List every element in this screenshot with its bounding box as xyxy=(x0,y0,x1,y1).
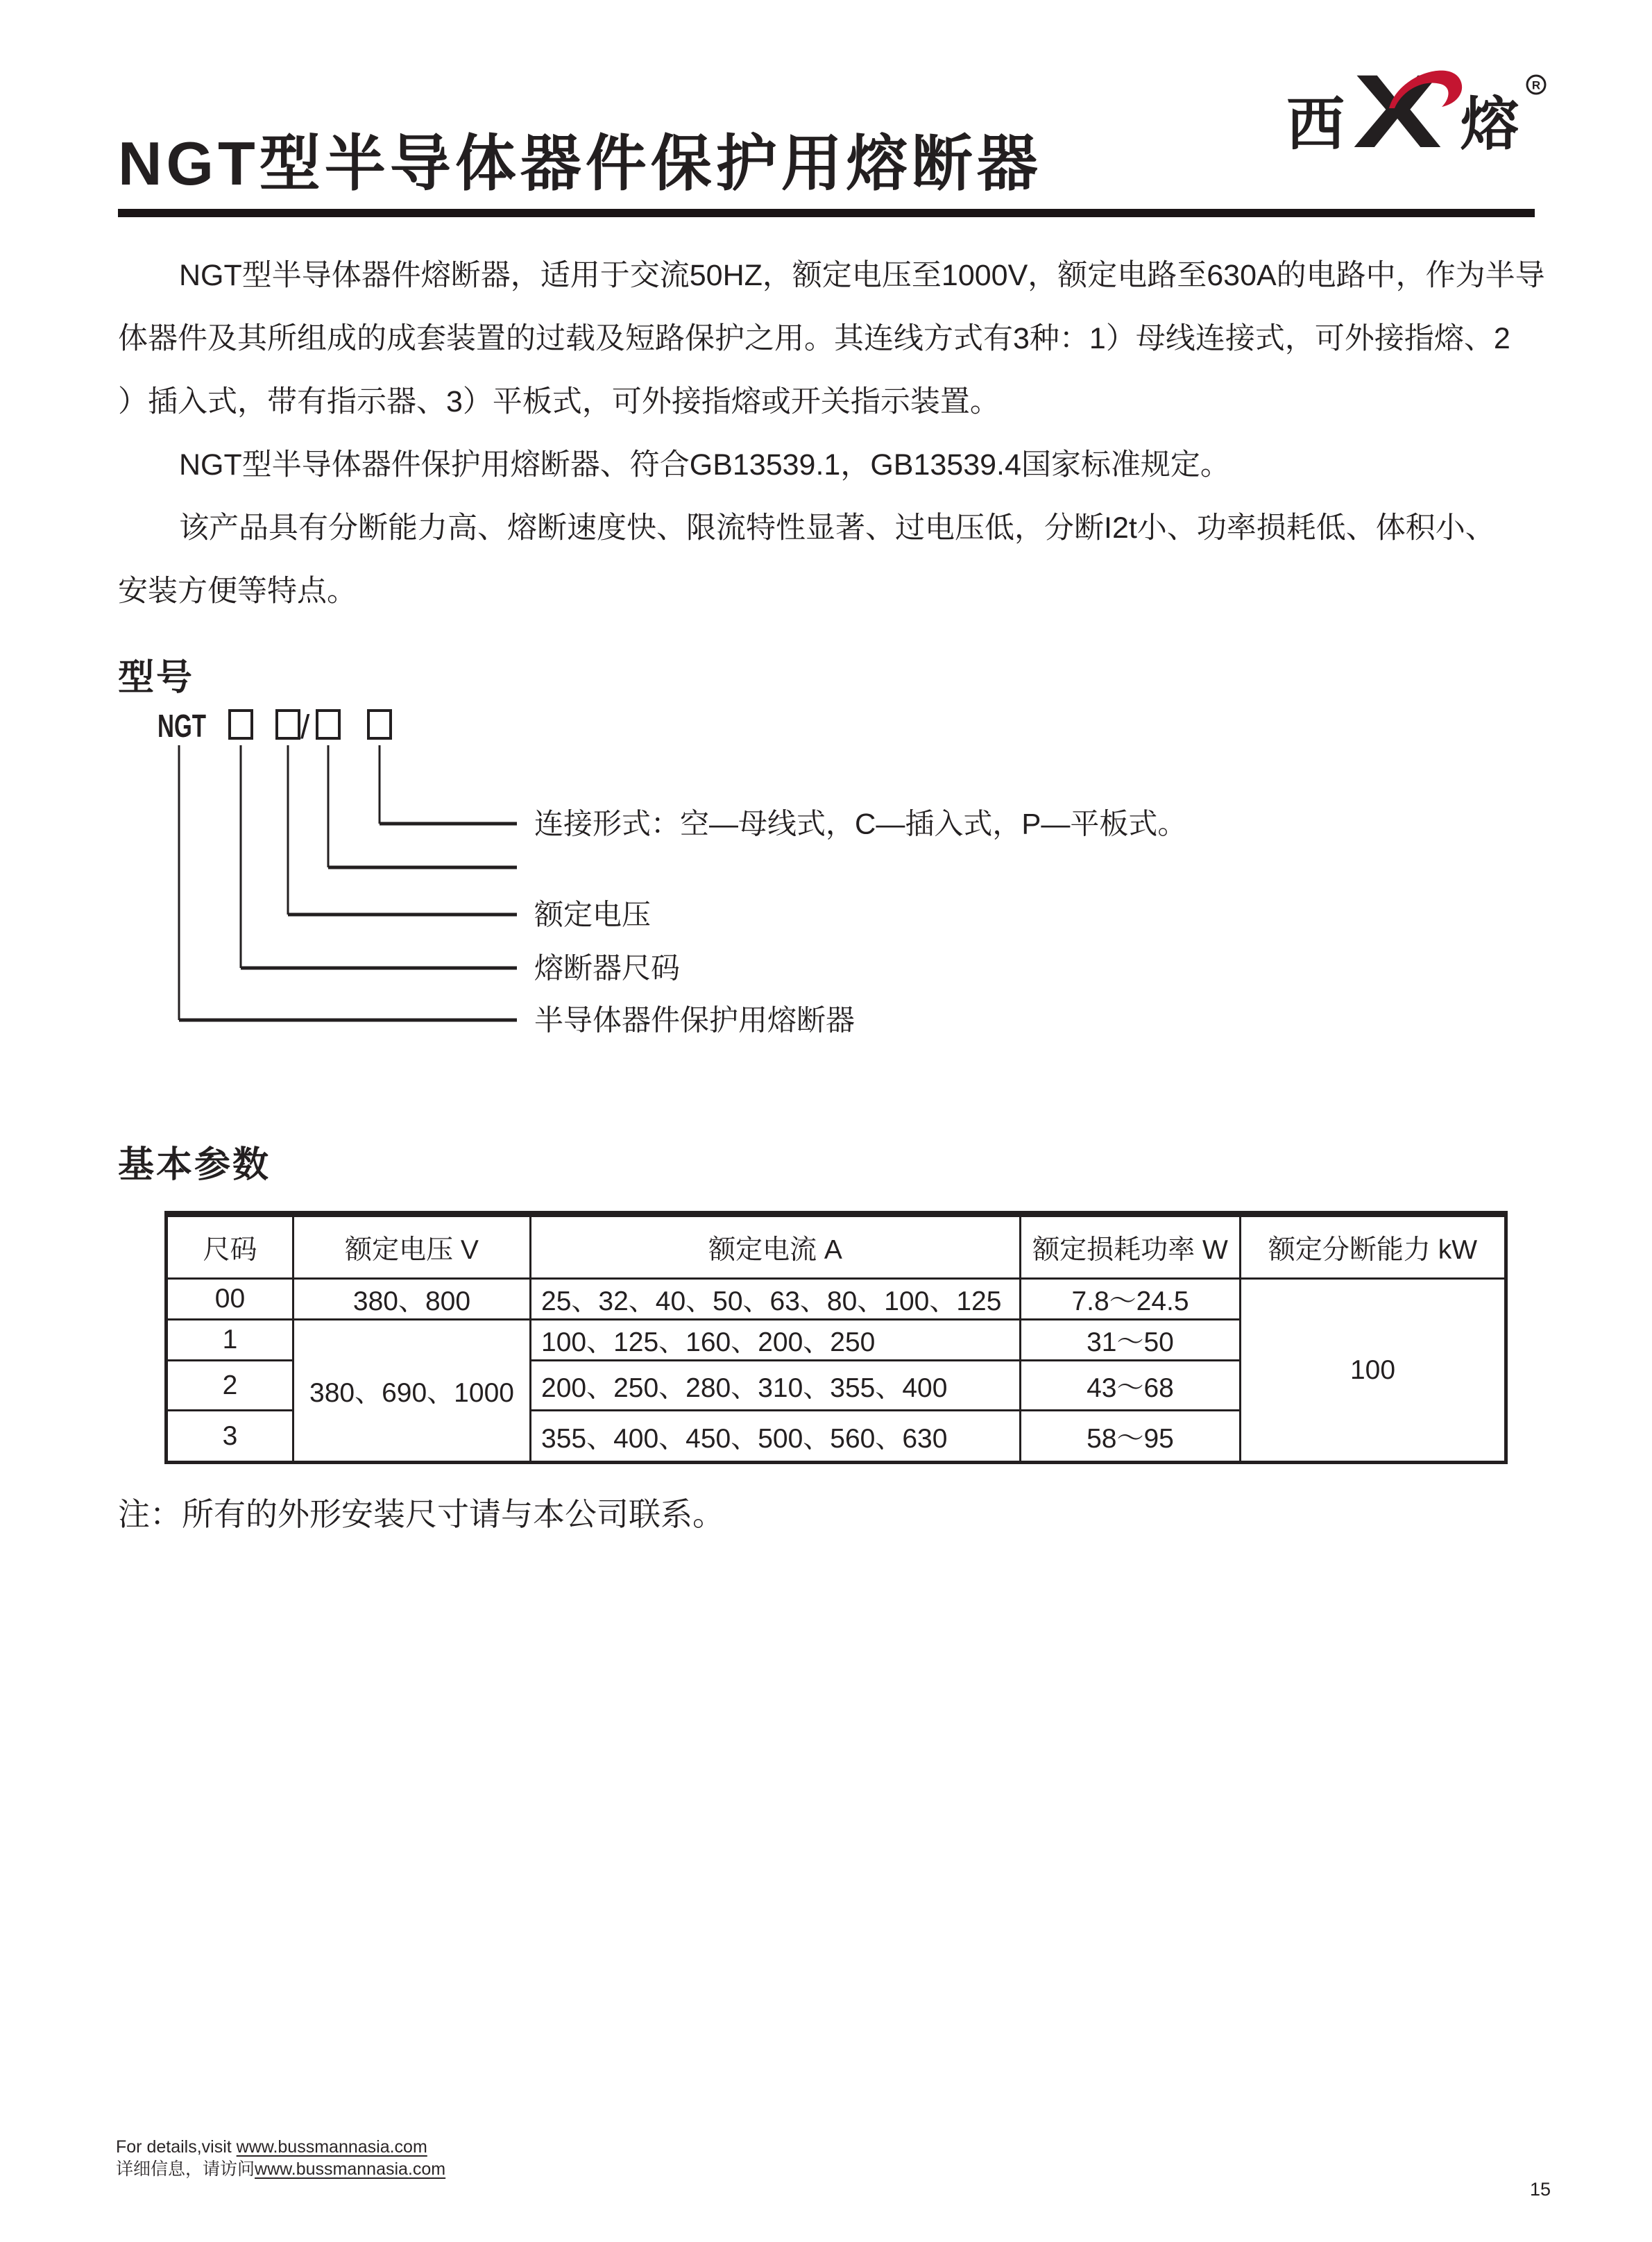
intro-line: 安装方便等特点。 xyxy=(118,575,357,608)
footer xyxy=(116,2136,445,2180)
model-placeholder-box xyxy=(230,711,252,738)
col-header-power: 额定损耗功率 W xyxy=(1021,1214,1241,1279)
cell-voltage: 380、800 xyxy=(293,1279,531,1320)
model-code-diagram xyxy=(118,699,1332,1046)
model-placeholder-box xyxy=(277,711,299,738)
footer-line-cn xyxy=(116,2158,445,2180)
intro-line: 体器件及其所组成的成套装置的过载及短路保护之用。其连线方式有3种：1）母线连接式，可外接指熔、2 xyxy=(118,322,1510,355)
model-label-connection: 连接形式：空—母线式，C—插入式，P—平板式。 xyxy=(534,807,1187,840)
cell-size: 1 xyxy=(167,1320,293,1361)
footer-en-prefix: For details,visit xyxy=(116,2137,237,2157)
cell-current: 100、125、160、200、250 xyxy=(531,1320,1021,1361)
model-placeholder-box xyxy=(317,711,339,738)
diagram-lead-lines xyxy=(179,824,517,1020)
model-label-voltage: 额定电压 xyxy=(534,898,652,931)
model-slash: / xyxy=(300,709,310,746)
footer-cn-url-link[interactable]: www.bussmannasia.com xyxy=(255,2159,446,2179)
cell-size: 3 xyxy=(167,1411,293,1463)
registered-trademark-icon xyxy=(1527,76,1545,94)
cell-voltage-merged: 380、690、1000 xyxy=(293,1320,531,1463)
footer-cn-prefix: 详细信息，请访问 xyxy=(116,2159,255,2179)
col-header-breaking: 额定分断能力 kW xyxy=(1241,1214,1506,1279)
cell-power: 58～95 xyxy=(1021,1411,1241,1463)
section-heading-model: 型号 xyxy=(118,658,195,698)
svg-text:R: R xyxy=(1531,78,1541,92)
cell-current: 200、250、280、310、355、400 xyxy=(531,1361,1021,1411)
logo-cn-left-glyph: 西 xyxy=(1286,92,1345,154)
section-heading-params: 基本参数 xyxy=(118,1145,271,1185)
cell-breaking-capacity: 100 xyxy=(1241,1279,1506,1463)
intro-paragraphs xyxy=(118,244,1545,623)
cell-size: 00 xyxy=(167,1279,293,1320)
intro-line: ）插入式，带有指示器、3）平板式，可外接指熔或开关指示装置。 xyxy=(118,385,1000,418)
col-header-size: 尺码 xyxy=(167,1214,293,1279)
model-prefix: NGT xyxy=(157,708,206,744)
table-note: 注：所有的外形安装尺寸请与本公司联系。 xyxy=(118,1496,724,1532)
cell-power: 7.8～24.5 xyxy=(1021,1279,1241,1320)
title-rule xyxy=(118,209,1535,217)
xirong-brand-logo xyxy=(1284,64,1554,154)
model-label-size: 熔断器尺码 xyxy=(534,951,681,985)
basic-parameters-table xyxy=(164,1211,1508,1464)
intro-line: NGT型半导体器件熔断器，适用于交流50HZ，额定电压至1000V，额定电路至630A的电路中，作为半导 xyxy=(179,259,1545,292)
logo-x-letter: X xyxy=(1353,64,1442,154)
page-number: 15 xyxy=(1530,2179,1551,2200)
model-label-product: 半导体器件保护用熔断器 xyxy=(534,1003,855,1037)
footer-en-url-link[interactable]: www.bussmannasia.com xyxy=(236,2137,427,2157)
col-header-voltage: 额定电压 V xyxy=(293,1214,531,1279)
diagram-drop-lines xyxy=(179,745,380,1020)
cell-power: 31～50 xyxy=(1021,1320,1241,1361)
footer-line-en xyxy=(116,2136,445,2158)
page-title: NGT型半导体器件保护用熔断器 xyxy=(118,129,1042,198)
cell-size: 2 xyxy=(167,1361,293,1411)
intro-line: 该产品具有分断能力高、熔断速度快、限流特性显著、过电压低，分断I2t小、功率损耗低、体积小、 xyxy=(179,511,1495,545)
intro-line: NGT型半导体器件保护用熔断器、符合GB13539.1，GB13539.4国家标准规定。 xyxy=(179,448,1230,482)
cell-power: 43～68 xyxy=(1021,1361,1241,1411)
table-header-row xyxy=(167,1214,1506,1279)
col-header-current: 额定电流 A xyxy=(531,1214,1021,1279)
model-placeholder-box xyxy=(368,711,391,738)
logo-cn-right-glyph: 熔 xyxy=(1461,92,1519,154)
cell-current: 25、32、40、50、63、80、100、125 xyxy=(531,1279,1021,1320)
cell-current: 355、400、450、500、560、630 xyxy=(531,1411,1021,1463)
table-row xyxy=(167,1279,1506,1320)
